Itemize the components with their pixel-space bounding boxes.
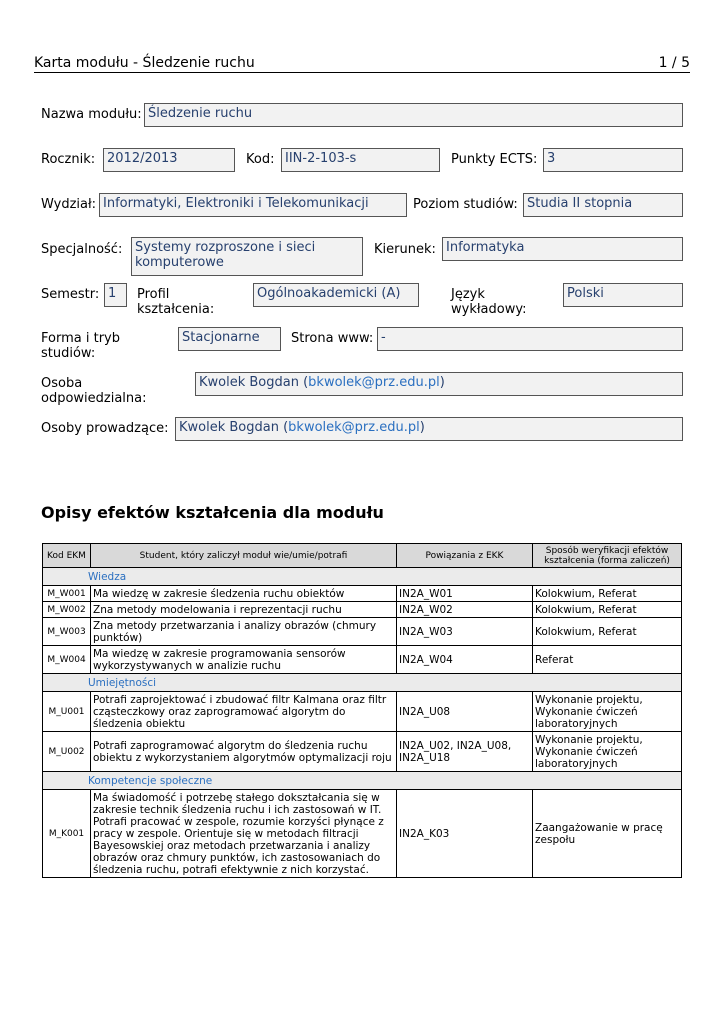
document-title: Karta modułu - Śledzenie ruchu — [34, 55, 255, 71]
nazwa-label: Nazwa modułu: — [41, 107, 142, 122]
kierunek-field: Informatyka — [442, 237, 683, 261]
forma-label: Forma i tryb studiów: — [41, 331, 120, 361]
osoba-email-link[interactable]: bkwolek@prz.edu.pl — [308, 375, 440, 390]
section-row-kompetencje: Kompetencje społeczne — [43, 772, 682, 790]
table-row: M_K001 Ma świadomość i potrzebę stałego dokształcania się w zakresie technik śledzenia ruchu i ich zastosowań w IT. Potrafi pracować w zespole, rozumie korzyści płynące z pracy w zespole. Orientuje się w metodach filtracji Bayesowskiej oraz metodach przetwarzania i analizy obrazów oraz chmury punktów, ich zastosowaniach do śledzenia ruchu, potrafi efektywnie z nich korzystać. IN2A_K03 Zaangażowanie w pracę zespołu — [43, 790, 682, 878]
table-row: M_W004 Ma wiedzę w zakresie programowania sensorów wykorzystywanych w analizie ruchu IN2A_W04 Referat — [43, 646, 682, 674]
page-number: 1 / 5 — [658, 55, 690, 71]
prowadzace-email-link[interactable]: bkwolek@prz.edu.pl — [288, 420, 420, 435]
header-weryfikacja: Sposób weryfikacji efektów kształcenia (forma zaliczeń) — [533, 544, 682, 568]
prowadzace-field: Kwolek Bogdan (bkwolek@prz.edu.pl) — [175, 417, 683, 441]
prowadzace-label: Osoby prowadzące: — [41, 421, 169, 436]
poziom-field: Studia II stopnia — [523, 193, 683, 217]
section-row-umiejetnosci: Umiejętności — [43, 674, 682, 692]
osoba-label: Osoba odpowiedzialna: — [41, 376, 147, 406]
wydzial-field: Informatyki, Elektroniki i Telekomunikacji — [99, 193, 407, 217]
table-row: M_W002 Zna metody modelowania i reprezentacji ruchu IN2A_W02 Kolokwium, Referat — [43, 602, 682, 618]
kod-field: IIN-2-103-s — [281, 148, 440, 172]
header-divider — [34, 72, 690, 73]
learning-outcomes-table — [42, 543, 682, 878]
header-kod: Kod EKM — [43, 544, 91, 568]
www-field: - — [377, 327, 683, 351]
www-label: Strona www: — [291, 331, 374, 346]
table-row: M_U002 Potrafi zaprogramować algorytm do śledzenia ruchu obiektu z wykorzystaniem algorytmów optymalizacji roju IN2A_U02, IN2A_U08, IN2A_U18 Wykonanie projektu, Wykonanie ćwiczeń laboratoryjnych — [43, 732, 682, 772]
nazwa-field: Śledzenie ruchu — [144, 103, 683, 127]
kod-label: Kod: — [246, 152, 275, 167]
section-row-wiedza: Wiedza — [43, 568, 682, 586]
rocznik-label: Rocznik: — [41, 152, 96, 167]
profil-field: Ogólnoakademicki (A) — [253, 283, 419, 307]
jezyk-field: Polski — [563, 283, 683, 307]
ects-label: Punkty ECTS: — [451, 152, 538, 167]
osoba-field: Kwolek Bogdan (bkwolek@prz.edu.pl) — [195, 372, 683, 396]
specjalnosc-label: Specjalność: — [41, 242, 123, 257]
rocznik-field: 2012/2013 — [103, 148, 235, 172]
table-header-row — [43, 544, 682, 568]
kierunek-label: Kierunek: — [374, 242, 436, 257]
header-ekk: Powiązania z EKK — [397, 544, 533, 568]
section-title: Opisy efektów kształcenia dla modułu — [41, 503, 384, 522]
semestr-label: Semestr: — [41, 287, 100, 302]
table-row: M_W003 Zna metody przetwarzania i analizy obrazów (chmury punktów) IN2A_W03 Kolokwium, Referat — [43, 618, 682, 646]
profil-label: Profil kształcenia: — [137, 287, 215, 317]
poziom-label: Poziom studiów: — [413, 197, 518, 212]
ects-field: 3 — [543, 148, 683, 172]
semestr-field: 1 — [104, 283, 127, 307]
table-row: M_U001 Potrafi zaprojektować i zbudować filtr Kalmana oraz filtr cząsteczkowy oraz zaprogramować algorytm do śledzenia obiektu IN2A_U08 Wykonanie projektu, Wykonanie ćwiczeń laboratoryjnych — [43, 692, 682, 732]
table-row: M_W001 Ma wiedzę w zakresie śledzenia ruchu obiektów IN2A_W01 Kolokwium, Referat — [43, 586, 682, 602]
jezyk-label: Język wykładowy: — [451, 287, 527, 317]
header-student: Student, który zaliczył moduł wie/umie/potrafi — [91, 544, 397, 568]
specjalnosc-field: Systemy rozproszone i sieci komputerowe — [131, 237, 363, 276]
forma-field: Stacjonarne — [178, 327, 281, 351]
wydzial-label: Wydział: — [41, 197, 97, 212]
